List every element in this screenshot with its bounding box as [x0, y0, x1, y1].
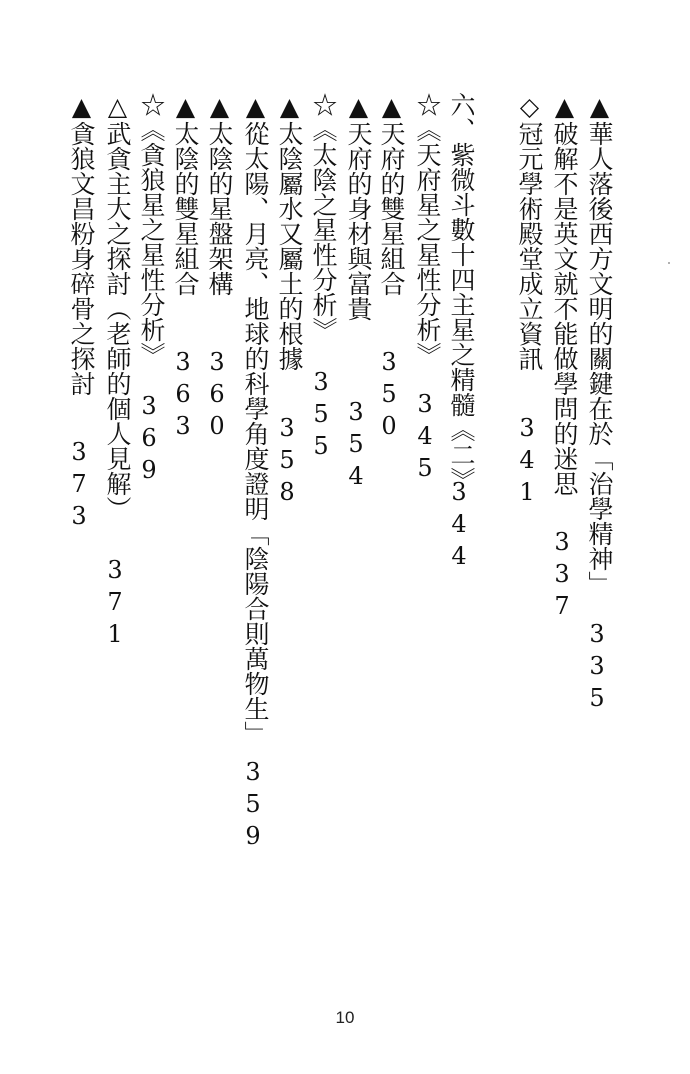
toc-entry-title: ▲從太陽、月亮、地球的科學角度證明「陰陽合則萬物生」	[241, 92, 270, 746]
toc-entry-page: 344	[445, 478, 473, 574]
toc-entry-page: 350	[375, 348, 403, 444]
toc-entry-title: ◇冠元學術殿堂成立資訊	[515, 92, 544, 371]
toc-entry-title: ▲貪狼文昌粉身碎骨之探討	[67, 92, 96, 396]
toc-entry	[64, 92, 100, 534]
toc-entry-title: ▲天府的雙星組合	[377, 92, 406, 296]
scan-speck	[668, 262, 670, 264]
toc-entry	[272, 92, 308, 510]
toc-entry	[410, 92, 446, 486]
toc-entry-title: ☆《貪狼星之星性分析》	[137, 92, 166, 367]
page-number: 10	[335, 1008, 355, 1027]
toc-entry	[374, 92, 410, 444]
toc-entry	[512, 92, 548, 510]
toc-entry	[134, 92, 170, 488]
toc-entry-page: 360	[203, 348, 231, 444]
toc-entry	[168, 92, 204, 444]
toc-entry	[238, 92, 274, 854]
toc-entry-page: 345	[411, 390, 439, 486]
toc-entry	[100, 92, 136, 652]
toc-entry-page: 358	[273, 414, 301, 510]
toc-entry-title: ▲破解不是英文就不能做學問的迷思	[550, 92, 579, 496]
toc-entry-title: △武貪主大之探討（老師的個人見解）	[103, 92, 132, 521]
toc-entry-title: 六、紫微斗數十四主星之精髓《二》	[447, 92, 476, 492]
toc-entry-title: ☆《太陰之星性分析》	[309, 92, 338, 342]
toc-entry	[341, 92, 377, 494]
toc-entry-page: 354	[342, 398, 370, 494]
toc-entry-page: 337	[548, 528, 576, 624]
toc-entry	[547, 92, 583, 624]
toc-entry	[444, 92, 480, 574]
toc-entry-page: 359	[239, 758, 267, 854]
toc-entry-title: ☆《天府星之星性分析》	[413, 92, 442, 367]
toc-entry-title: ▲太陰的雙星組合	[171, 92, 200, 296]
toc-entry-page: 341	[513, 414, 541, 510]
toc-entry	[202, 92, 238, 444]
toc-entry-title: ▲華人落後西方文明的關鍵在於「治學精神」	[585, 92, 614, 596]
toc-entry-page: 373	[65, 438, 93, 534]
toc-entry	[582, 92, 618, 716]
toc-entry-title: ▲天府的身材與富貴	[344, 92, 373, 321]
toc-entry	[306, 92, 342, 464]
toc-entry-title: ▲太陰的星盤架構	[205, 92, 234, 296]
toc-entry-page: 371	[101, 556, 129, 652]
toc-entry-page: 363	[169, 348, 197, 444]
toc-entry-page: 335	[583, 620, 611, 716]
toc-entry-title: ▲太陰屬水又屬土的根據	[275, 92, 304, 371]
toc-entry-page: 355	[307, 368, 335, 464]
toc-entry-page: 369	[135, 392, 163, 488]
